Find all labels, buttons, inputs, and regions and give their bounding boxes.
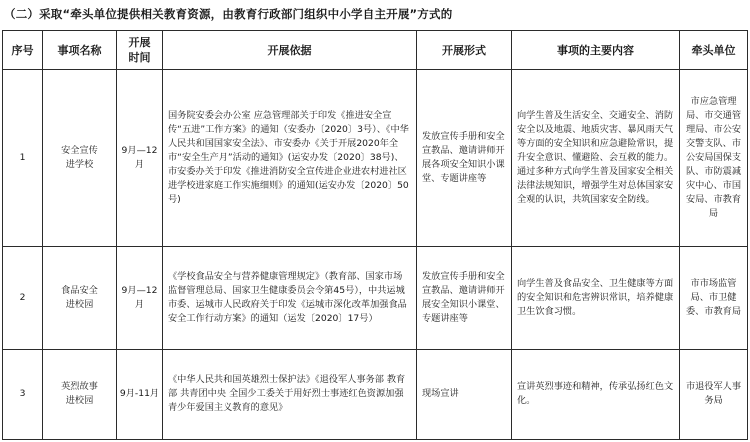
row-time: 9月—12月 — [117, 70, 163, 247]
section-heading: （二）采取“牵头单位提供相关教育资源，由教育行政部门组织中小学自主开展”方式的 — [4, 7, 453, 21]
row-name: 安全宣传 进学校 — [43, 70, 117, 247]
table-header-row — [3, 31, 748, 70]
row-name: 食品安全 进校园 — [43, 246, 117, 349]
row-basis: 国务院安委会办公室 应急管理部关于印发《推进安全宣传“五进”工作方案》的通知（安委办〔2020〕3号）、《中华人民共和国国家安全法》、市安委办《关于开展2020年全市“安全生产月”活动的通知》(运安办发〔2020〕38号)、市安委办关于印发《推进消防安全宣传进企业进农村进社区进学校进家庭工作实施细则》的通知(运安办发〔2020〕50号) — [163, 70, 417, 247]
row-content: 宣讲英烈事迹和精神，传承弘扬红色文化。 — [512, 349, 680, 439]
row-basis: 《中华人民共和国英雄烈士保护法》《退役军人事务部 教育部 共青团中央 全国少工委关于用好烈士事迹红色资源加强青少年爱国主义教育的意见》 — [163, 349, 417, 439]
row-basis: 《学校食品安全与营养健康管理规定》（教育部、国家市场监督管理总局、国家卫生健康委员会令第45号），中共运城市委、运城市人民政府关于印发《运城市深化改革加强食品安全工作行动方案》的通知（运发〔2020〕17号） — [163, 246, 417, 349]
header-time: 开展 时间 — [117, 31, 163, 70]
table-row — [3, 349, 748, 439]
header-form: 开展形式 — [417, 31, 512, 70]
header-no: 序号 — [3, 31, 43, 70]
row-form: 现场宣讲 — [417, 349, 512, 439]
row-content: 向学生普及生活安全、交通安全、消防安全以及地震、地质灾害、暴风雨天气等方面的安全知识和应急避险常识，提升安全意识、懂避险、会互救的能力。通过多种方式向学生普及国家安全相关法律法规知识，增强学生对总体国家安全观的认识，共筑国家安全防线。 — [512, 70, 680, 247]
header-unit: 牵头单位 — [680, 31, 748, 70]
activity-table — [2, 30, 748, 440]
row-unit: 市市场监管局、市卫健委、市教育局 — [680, 246, 748, 349]
header-basis: 开展依据 — [163, 31, 417, 70]
table-row — [3, 70, 748, 247]
row-unit: 市应急管理局、市交通管理局、市公安交警支队、市公安局国保支队、市防震减灾中心、市国安局、市教育局 — [680, 70, 748, 247]
row-time: 9月—12月 — [117, 246, 163, 349]
header-name: 事项名称 — [43, 31, 117, 70]
header-content: 事项的主要内容 — [512, 31, 680, 70]
row-no: 3 — [3, 349, 43, 439]
row-no: 1 — [3, 70, 43, 247]
table-row — [3, 246, 748, 349]
row-content: 向学生普及食品安全、卫生健康等方面的安全知识和危害辨识常识，培养健康卫生饮食习惯。 — [512, 246, 680, 349]
row-unit: 市退役军人事务局 — [680, 349, 748, 439]
row-name: 英烈故事 进校园 — [43, 349, 117, 439]
row-form: 发放宣传手册和安全宣教品、邀请讲师开展各项安全知识小课堂、专题讲座等 — [417, 70, 512, 247]
row-no: 2 — [3, 246, 43, 349]
row-form: 发放宣传手册和安全宣教品、邀请讲师开展安全知识小课堂、专题讲座等 — [417, 246, 512, 349]
row-time: 9月-11月 — [117, 349, 163, 439]
